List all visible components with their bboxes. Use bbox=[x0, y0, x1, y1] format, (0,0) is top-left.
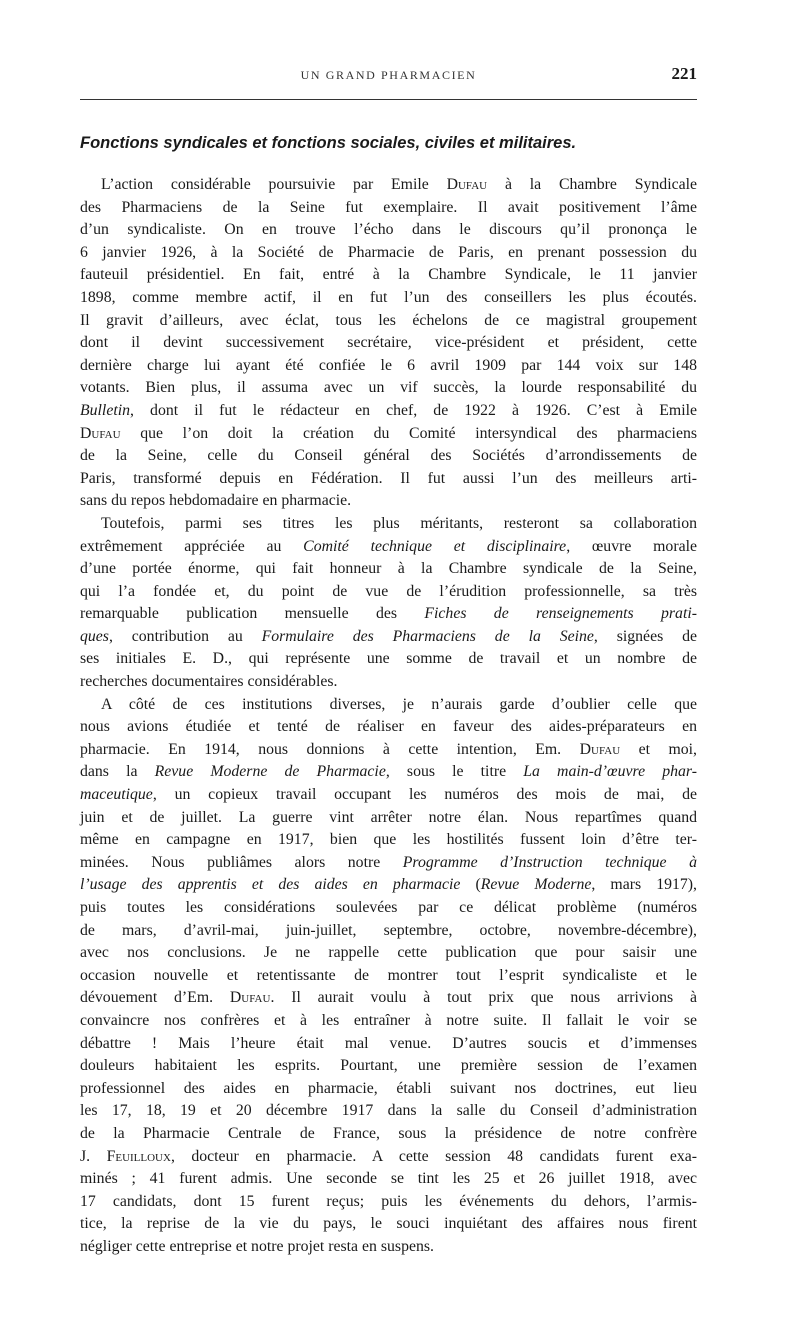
text-span: , dont il fut le rédacteur en chef, de 1922 à 1926. C’est à Emile bbox=[130, 401, 697, 419]
text-span: que l’on doit la création du Comité intersyndical des pharmaciens bbox=[120, 424, 697, 442]
text-span: minés ; 41 furent admis. Une seconde se tint les 25 et 26 juillet 1918, avec bbox=[80, 1170, 697, 1188]
text-line bbox=[80, 852, 697, 875]
text-span: qui l’a fondée et, du point de vue de l’érudition professionnelle, sa très bbox=[80, 582, 697, 600]
italic-text: ques bbox=[80, 627, 109, 645]
text-line bbox=[80, 264, 697, 287]
text-span: Il gravit d’ailleurs, avec éclat, tous les échelons de ce magistral groupement bbox=[80, 311, 697, 329]
text-span: fauteuil présidentiel. En fait, entré à la Chambre Syndicale, le 11 janvier bbox=[80, 266, 697, 284]
text-line bbox=[80, 1191, 697, 1214]
small-caps-name: Dufau bbox=[229, 989, 271, 1007]
text-span: Paris, transformé depuis en Fédération. Il fut aussi l’un des meilleurs arti- bbox=[80, 469, 697, 487]
text-span: recherches documentaires considérables. bbox=[80, 673, 338, 691]
text-line bbox=[80, 897, 697, 920]
text-span: dernière charge lui ayant été confiée le 6 avril 1909 par 144 voix sur 148 bbox=[80, 356, 697, 374]
small-caps-name: Dufau bbox=[446, 176, 488, 193]
text-span: débattre ! Mais l’heure était mal venue. D’autres soucis et d’immenses bbox=[80, 1034, 697, 1052]
text-line bbox=[80, 694, 697, 717]
text-line bbox=[80, 1168, 697, 1191]
text-span: à la Chambre Syndicale bbox=[487, 176, 698, 193]
text-span: , contribution au bbox=[108, 627, 262, 645]
text-span: , signées de bbox=[593, 627, 697, 645]
text-span: douleurs habitaient les esprits. Pourtant, une première session de l’examen bbox=[80, 1057, 697, 1075]
text-span: négliger cette entreprise et notre projet resta en suspens. bbox=[80, 1237, 434, 1255]
text-line bbox=[80, 965, 697, 988]
text-line bbox=[80, 807, 697, 830]
text-line bbox=[80, 626, 697, 649]
text-span: votants. Bien plus, il assuma avec un vif succès, la lourde responsabilité du bbox=[80, 379, 697, 397]
text-line bbox=[80, 784, 697, 807]
text-span: remarquable publication mensuelle des bbox=[80, 605, 425, 623]
header-rule bbox=[80, 99, 697, 100]
italic-text: Programme d’Instruction technique à bbox=[402, 853, 697, 871]
text-line bbox=[80, 1146, 697, 1169]
text-line bbox=[80, 648, 697, 671]
text-line bbox=[80, 310, 697, 333]
text-line bbox=[80, 920, 697, 943]
small-caps-name: Dufau bbox=[579, 740, 621, 758]
text-line bbox=[80, 1078, 697, 1101]
italic-text: Revue Moderne bbox=[480, 876, 592, 894]
page-header bbox=[80, 64, 697, 90]
text-span: pharmacie. En 1914, nous donnions à cette intention, Em. bbox=[80, 740, 580, 758]
text-span: , un copieux travail occupant les numéros des mois de mai, de bbox=[152, 786, 697, 804]
text-span: 6 janvier 1926, à la Société de Pharmacie de Paris, en prenant possession du bbox=[80, 243, 697, 261]
text-line bbox=[80, 1236, 697, 1259]
text-span: convaincre nos confrères et à les entraîner à notre suite. Il fallait le voir se bbox=[80, 1011, 697, 1029]
text-line bbox=[80, 942, 697, 965]
text-line bbox=[80, 513, 697, 536]
italic-text: l’usage des apprentis et des aides en pharmacie bbox=[80, 876, 461, 894]
text-span: tice, la reprise de la vie du pays, le souci inquiétant des affaires nous firent bbox=[80, 1215, 697, 1233]
text-span: de mars, d’avril-mai, juin-juillet, septembre, octobre, novembre-décembre), bbox=[80, 921, 697, 939]
italic-text: La main-d’œuvre phar- bbox=[523, 763, 697, 781]
text-line bbox=[80, 445, 697, 468]
text-span: juin et de juillet. La guerre vint arrêter notre élan. Nous repartîmes quand bbox=[80, 808, 697, 826]
small-caps-name: Dufau bbox=[80, 424, 121, 442]
text-line bbox=[80, 874, 697, 897]
text-span: J. bbox=[80, 1147, 107, 1165]
text-span: , œuvre morale bbox=[566, 537, 698, 555]
text-span: de la Pharmacie Centrale de France, sous la présidence de notre confrère bbox=[80, 1124, 697, 1142]
text-span: A côté de ces institutions diverses, je n’aurais garde d’oublier celle que bbox=[101, 695, 697, 713]
text-line bbox=[80, 987, 697, 1010]
running-head: UN GRAND PHARMACIEN bbox=[300, 68, 477, 82]
text-line bbox=[80, 536, 697, 559]
text-line bbox=[80, 1213, 697, 1236]
text-line bbox=[80, 332, 697, 355]
text-span: même en campagne en 1917, bien que les hostilités fussent loin d’être ter- bbox=[80, 831, 697, 849]
text-line bbox=[80, 377, 697, 400]
italic-text: Fiches de renseignements prati- bbox=[424, 605, 697, 623]
italic-text: Bulletin bbox=[80, 401, 131, 419]
page-number: 221 bbox=[671, 64, 697, 83]
text-span: dont il devint successivement secrétaire, vice-président et président, cette bbox=[80, 334, 697, 352]
text-line bbox=[80, 603, 697, 626]
text-span: les 17, 18, 19 et 20 décembre 1917 dans la salle du Conseil d’administration bbox=[80, 1102, 697, 1120]
text-line bbox=[80, 468, 697, 491]
text-line bbox=[80, 490, 697, 513]
text-span: 1898, comme membre actif, il en fut l’un des conseillers les plus écoutés. bbox=[80, 288, 697, 306]
text-line bbox=[80, 1100, 697, 1123]
text-line bbox=[80, 1055, 697, 1078]
text-span: Toutefois, parmi ses titres les plus méritants, resteront sa collaboration bbox=[101, 514, 697, 532]
text-span: , mars 1917), bbox=[591, 876, 697, 894]
text-span: minées. Nous publiâmes alors notre bbox=[80, 853, 403, 871]
text-line bbox=[80, 219, 697, 242]
italic-text: maceutique bbox=[80, 786, 153, 804]
text-span: extrêmement appréciée au bbox=[80, 537, 304, 555]
text-span: , sous le titre bbox=[385, 763, 524, 781]
text-line bbox=[80, 1123, 697, 1146]
text-line bbox=[80, 287, 697, 310]
text-span: dans la bbox=[80, 763, 155, 781]
text-span: . Il aurait voulu à tout prix que nous arrivions à bbox=[270, 989, 697, 1007]
text-line bbox=[80, 174, 697, 197]
text-span: des Pharmaciens de la Seine fut exemplaire. Il avait positivement l’âme bbox=[80, 198, 697, 216]
text-line bbox=[80, 197, 697, 220]
section-heading: Fonctions syndicales et fonctions sociales, civiles et militaires. bbox=[80, 134, 577, 152]
body-text bbox=[80, 174, 697, 1259]
text-span: et moi, bbox=[620, 740, 697, 758]
text-line bbox=[80, 423, 697, 446]
text-span: d’une portée énorme, qui fait honneur à la Chambre syndicale de la Seine, bbox=[80, 560, 697, 578]
text-line bbox=[80, 1033, 697, 1056]
text-span: occasion nouvelle et retentissante de montrer tout l’esprit syndicaliste et le bbox=[80, 966, 697, 984]
text-line bbox=[80, 242, 697, 265]
text-span: ( bbox=[460, 876, 481, 894]
text-line bbox=[80, 558, 697, 581]
italic-text: Formulaire des Pharmaciens de la Seine bbox=[261, 627, 594, 645]
text-span: sans du repos hebdomadaire en pharmacie. bbox=[80, 492, 352, 510]
small-caps-name: Feuilloux bbox=[106, 1147, 171, 1165]
italic-text: Comité technique et disciplinaire bbox=[303, 537, 567, 555]
text-line bbox=[80, 581, 697, 604]
text-span: 17 candidats, dont 15 furent reçus; puis les événements du dehors, l’armis- bbox=[80, 1192, 697, 1210]
text-span: d’un syndicaliste. On en trouve l’écho dans le discours qu’il prononça le bbox=[80, 221, 697, 239]
text-span: , docteur en pharmacie. A cette session 48 candidats furent exa- bbox=[170, 1147, 697, 1165]
text-line bbox=[80, 761, 697, 784]
text-span: L’action considérable poursuivie par Emile bbox=[101, 176, 447, 193]
text-line bbox=[80, 829, 697, 852]
text-line bbox=[80, 716, 697, 739]
text-span: ses initiales E. D., qui représente une somme de travail et un nombre de bbox=[80, 650, 697, 668]
italic-text: Revue Moderne de Pharmacie bbox=[154, 763, 386, 781]
text-span: de la Seine, celle du Conseil général des Sociétés d’arrondissements de bbox=[80, 447, 697, 465]
text-span: avec nos conclusions. Je ne rappelle cette publication que pour saisir une bbox=[80, 944, 697, 962]
text-span: dévouement d’Em. bbox=[80, 989, 230, 1007]
text-line bbox=[80, 739, 697, 762]
text-line bbox=[80, 671, 697, 694]
text-span: professionnel des aides en pharmacie, établi suivant nos doctrines, eut lieu bbox=[80, 1079, 697, 1097]
text-line bbox=[80, 1010, 697, 1033]
text-span: nous avions étudiée et tenté de réaliser en faveur des aides-préparateurs en bbox=[80, 718, 697, 736]
text-line bbox=[80, 355, 697, 378]
text-line bbox=[80, 400, 697, 423]
text-span: puis toutes les considérations soulevées par ce délicat problème (numéros bbox=[80, 899, 697, 916]
